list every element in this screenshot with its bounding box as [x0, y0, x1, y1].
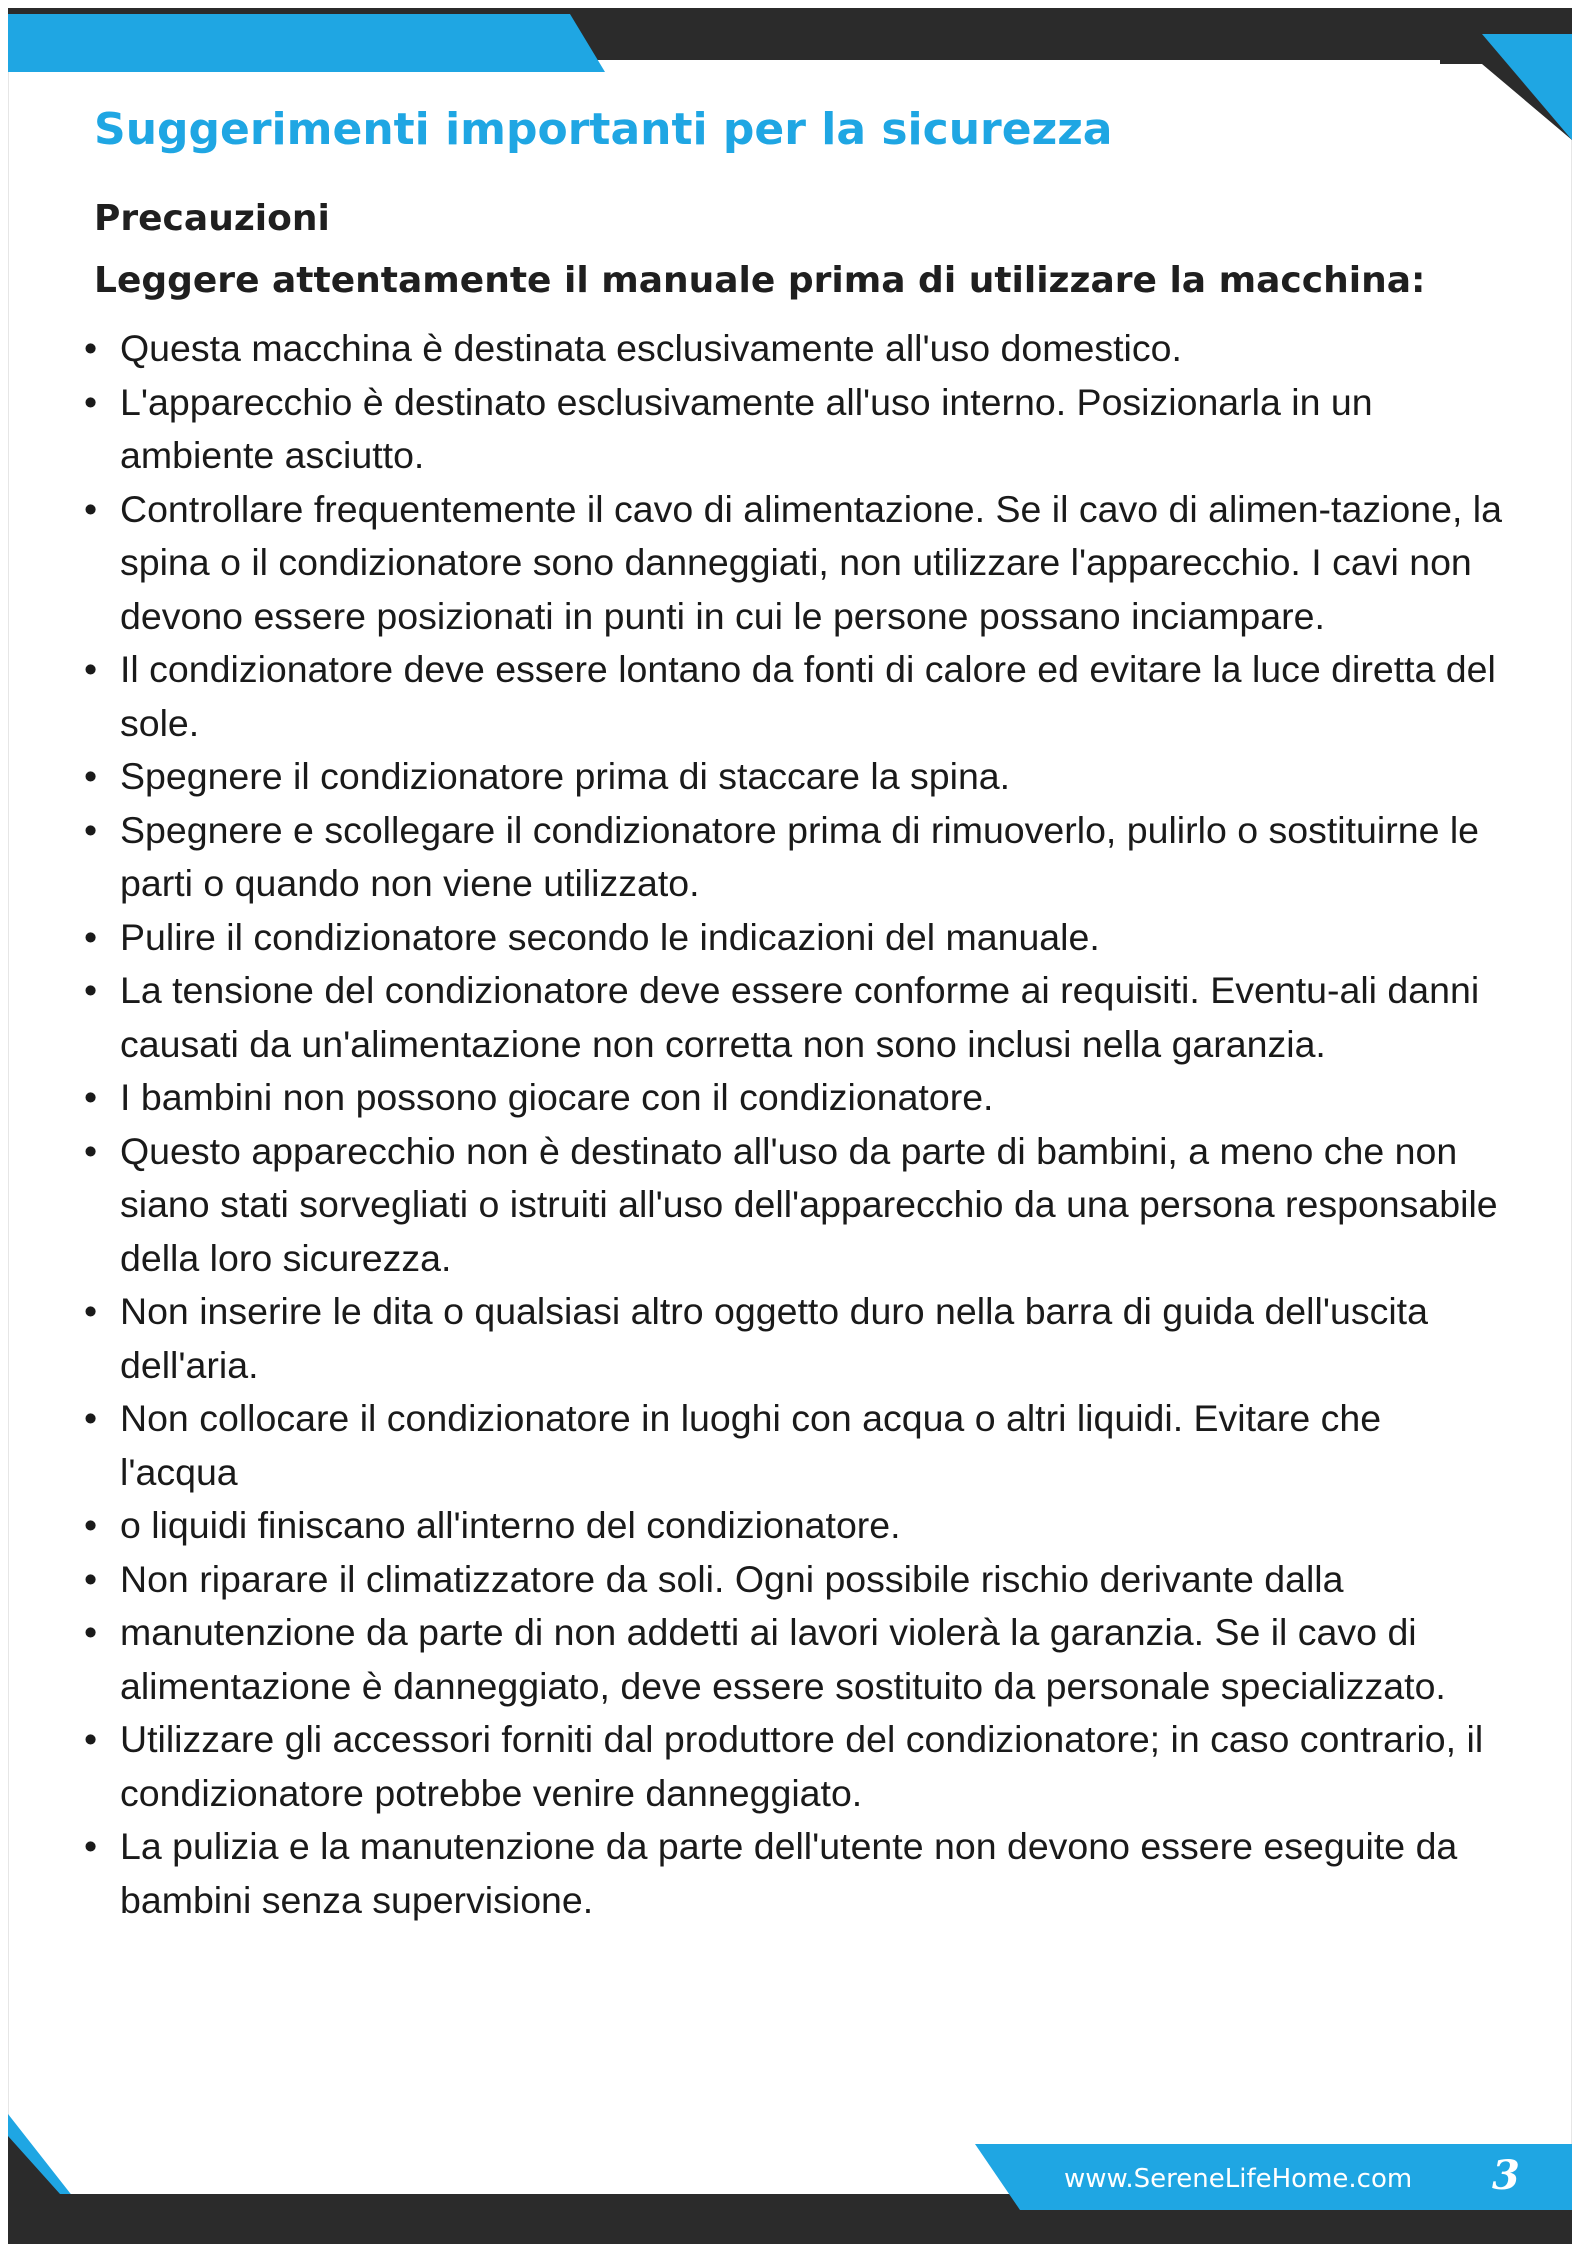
- list-item-text: Spegnere e scollegare il condizionatore prima di rimuoverlo, pulirlo o sostituirne le parti o quando non viene utilizzato.: [120, 808, 1480, 904]
- list-item-text: Spegnere il condizionatore prima di staccare la spina.: [120, 755, 1011, 797]
- bullet-icon: •: [84, 1129, 98, 1172]
- list-item-text: Non riparare il climatizzatore da soli. Ogni possibile rischio derivante dalla: [120, 1557, 1344, 1600]
- list-item-text: Questo apparecchio non è destinato all'uso da parte di bambini, a meno che non siano stati sorvegliati o istruiti all'uso dell'apparecchio da una persona responsabile della loro sicurezza.: [120, 1129, 1498, 1279]
- list-item-text: La pulizia e la manutenzione da parte dell'utente non devono essere eseguite da bambini senza supervisione.: [120, 1825, 1458, 1921]
- list-item-text: o liquidi finiscano all'interno del condizionatore.: [120, 1504, 901, 1546]
- list-item: [84, 1713, 1504, 1820]
- bullet-icon: •: [84, 1825, 98, 1867]
- intro-text: Leggere attentamente il manuale prima di utilizzare la macchina:: [94, 260, 1426, 301]
- list-item-text: Utilizzare gli accessori forniti dal produttore del condizionatore; in caso contrario, il condizionatore potrebbe venire danneggiato.: [120, 1718, 1484, 1814]
- list-item: [84, 804, 1504, 911]
- list-item-text: Non inserire le dita o qualsiasi altro oggetto duro nella barra di guida dell'uscita dell'aria.: [120, 1290, 1428, 1386]
- bullet-icon: •: [84, 1397, 98, 1439]
- list-item: [84, 483, 1504, 644]
- bullet-icon: •: [84, 327, 98, 369]
- list-item-text: Non collocare il condizionatore in luoghi con acqua o altri liquidi. Evitare che l'acqua: [120, 1397, 1382, 1493]
- list-item: [84, 322, 1504, 376]
- list-item: [84, 643, 1504, 750]
- list-item: [84, 1606, 1504, 1713]
- list-item-text: manutenzione da parte di non addetti ai lavori violerà la garanzia. Se il cavo di alimentazione è danneggiato, deve essere sostituito da personale specializzato.: [120, 1611, 1446, 1707]
- bullet-icon: •: [84, 808, 98, 851]
- header-blue-band: [8, 14, 605, 72]
- list-item-text: La tensione del condizionatore deve essere conforme ai requisiti. Eventu-ali danni causati da un'alimentazione non corretta non sono inclusi nella garanzia.: [120, 969, 1480, 1065]
- list-item: [84, 1392, 1504, 1499]
- page-number: 3: [1492, 2152, 1520, 2199]
- list-item-text: Controllare frequentemente il cavo di alimentazione. Se il cavo di alimen-tazione, la spina o il condizionatore sono danneggiati, non utilizzare l'apparecchio. I cavi non devono essere posizionati in punti in cui le persone possano inciampare.: [120, 487, 1502, 637]
- list-item: [84, 1285, 1504, 1392]
- bullet-icon: •: [84, 969, 98, 1011]
- page-title: Suggerimenti importanti per la sicurezza: [94, 104, 1113, 155]
- bullet-icon: •: [84, 1504, 98, 1546]
- bullet-icon: •: [84, 1557, 98, 1600]
- list-item: [84, 1499, 1504, 1553]
- header-corner-blue: [1482, 34, 1572, 140]
- website-url[interactable]: www.SereneLifeHome.com: [1064, 2164, 1413, 2194]
- list-item: [84, 1820, 1504, 1927]
- precautions-list: [84, 322, 1504, 1927]
- list-item: [84, 750, 1504, 804]
- bullet-icon: •: [84, 1718, 98, 1760]
- bullet-icon: •: [84, 648, 98, 690]
- list-item-text: I bambini non possono giocare con il condizionatore.: [120, 1076, 994, 1118]
- bullet-icon: •: [84, 1076, 98, 1118]
- list-item-text: L'apparecchio è destinato esclusivamente all'uso interno. Posizionarla in un ambiente asciutto.: [120, 380, 1373, 476]
- bullet-icon: •: [84, 380, 98, 423]
- list-item: [84, 1125, 1504, 1286]
- list-item: [84, 376, 1504, 483]
- bullet-icon: •: [84, 915, 98, 958]
- list-item: [84, 964, 1504, 1071]
- list-item-text: Pulire il condizionatore secondo le indicazioni del manuale.: [120, 915, 1100, 958]
- list-item: [84, 1553, 1504, 1607]
- bullet-icon: •: [84, 755, 98, 797]
- bullet-icon: •: [84, 1290, 98, 1332]
- list-item-text: Questa macchina è destinata esclusivamente all'uso domestico.: [120, 327, 1182, 369]
- bullet-icon: •: [84, 487, 98, 530]
- bullet-icon: •: [84, 1611, 98, 1653]
- list-item: [84, 911, 1504, 965]
- list-item-text: Il condizionatore deve essere lontano da fonti di calore ed evitare la luce diretta del sole.: [120, 648, 1496, 744]
- section-heading: Precauzioni: [94, 198, 330, 239]
- list-item: [84, 1071, 1504, 1125]
